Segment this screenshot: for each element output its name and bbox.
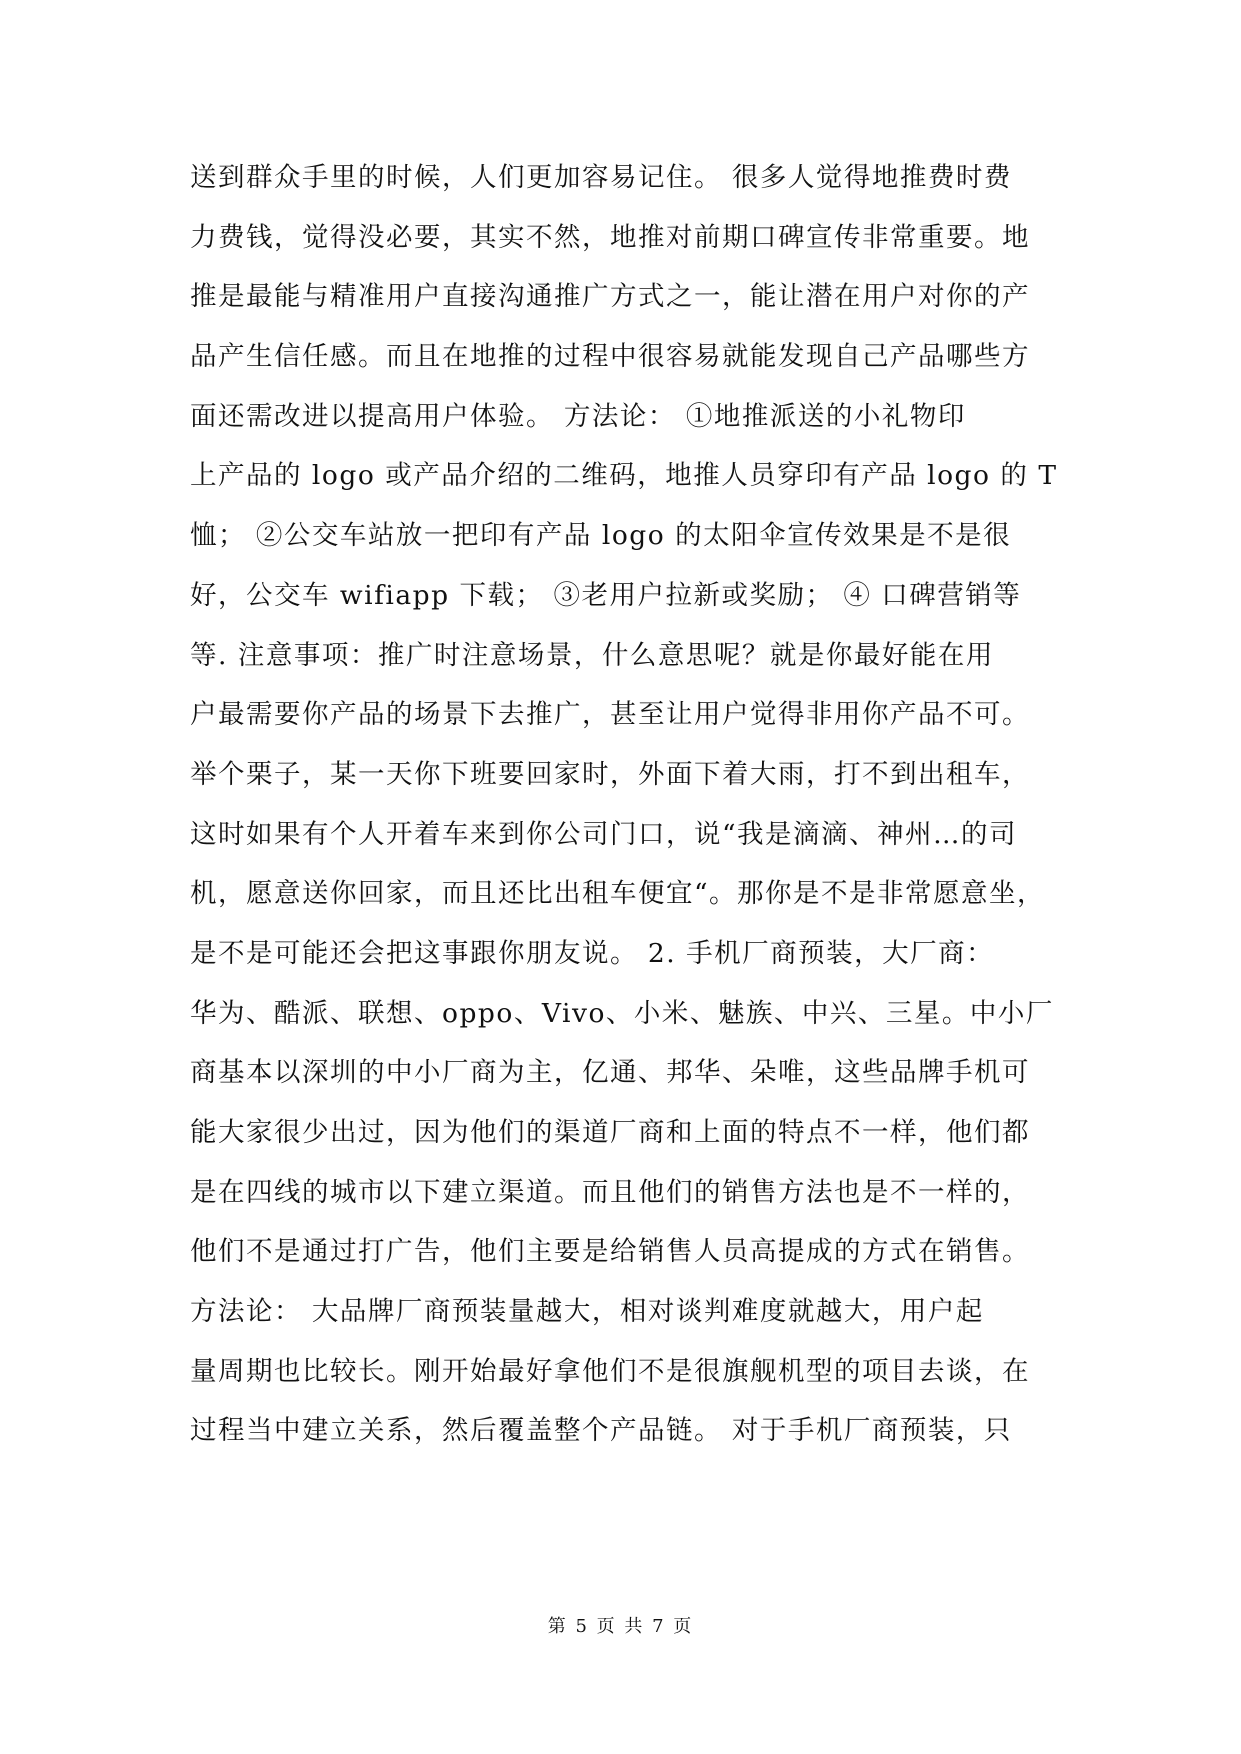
text-line: 举个栗子，某一天你下班要回家时，外面下着大雨，打不到出租车，	[190, 758, 1030, 790]
text-line: 恤； ②公交车站放一把印有产品 logo 的太阳伞宣传效果是不是很	[190, 520, 1012, 552]
text-line: 方法论： 大品牌厂商预装量越大，相对谈判难度就越大，用户起	[190, 1296, 984, 1328]
text-line: 好，公交车 wifiapp 下载； ③老用户拉新或奖励； ④ 口碑营销等	[190, 579, 1022, 611]
text-line: 这时如果有个人开着车来到你公司门口，说“我是滴滴、神州…的司	[190, 818, 1018, 850]
text-line: 量周期也比较长。刚开始最好拿他们不是很旗舰机型的项目去谈，在	[190, 1355, 1030, 1387]
text-line: 等. 注意事项：推广时注意场景，什么意思呢？就是你最好能在用	[190, 639, 994, 671]
page-number-footer: 第 5 页 共 7 页	[547, 1616, 694, 1637]
text-line: 品产生信任感。而且在地推的过程中很容易就能发现自己产品哪些方	[190, 341, 1030, 373]
text-line: 能大家很少出过，因为他们的渠道厂商和上面的特点不一样，他们都	[190, 1117, 1030, 1148]
text-line: 面还需改进以提高用户体验。 方法论： ①地推派送的小礼物印	[190, 400, 966, 432]
text-line: 华为、酷派、联想、oppo、Vivo、小米、魅族、中兴、三星。中小厂	[190, 997, 1054, 1029]
text-line: 户最需要你产品的场景下去推广，甚至让用户觉得非用你产品不可。	[190, 699, 1030, 731]
text-line: 是不是可能还会把这事跟你朋友说。 2. 手机厂商预装，大厂商：	[190, 937, 995, 969]
text-line: 机，愿意送你回家，而且还比出租车便宜“。那你是不是非常愿意坐，	[190, 878, 1046, 910]
text-line: 商基本以深圳的中小厂商为主，亿通、邦华、朵唯，这些品牌手机可	[190, 1057, 1030, 1089]
text-line: 是在四线的城市以下建立渠道。而且他们的销售方法也是不一样的，	[190, 1176, 1030, 1208]
text-line: 过程当中建立关系，然后覆盖整个产品链。 对于手机厂商预装，只	[190, 1415, 1012, 1447]
text-line: 推是最能与精准用户直接沟通推广方式之一，能让潜在用户对你的产	[190, 281, 1030, 313]
text-line: 他们不是通过打广告，他们主要是给销售人员高提成的方式在销售。	[190, 1236, 1030, 1268]
text-line: 上产品的 logo 或产品介绍的二维码，地推人员穿印有产品 logo 的 T	[190, 460, 1058, 492]
text-line: 送到群众手里的时候，人们更加容易记住。 很多人觉得地推费时费	[190, 162, 1012, 193]
text-line: 力费钱，觉得没必要，其实不然，地推对前期口碑宣传非常重要。地	[190, 221, 1030, 253]
body-text	[190, 158, 1060, 1471]
